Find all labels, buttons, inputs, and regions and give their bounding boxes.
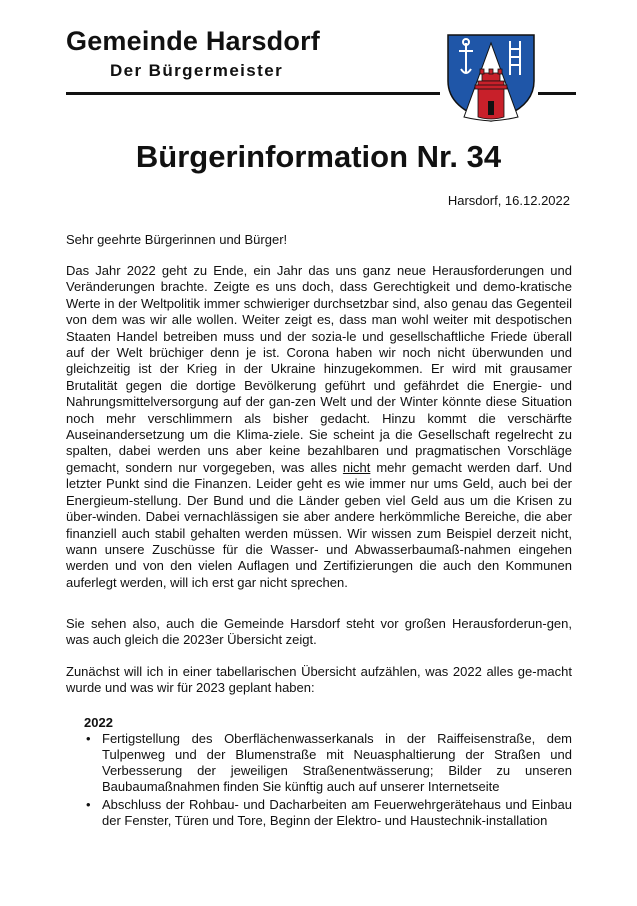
paragraph-text: mehr gemacht werden darf. Und letzter Punkt sind die Finanzen. Leider geht es wie immer nur ums Geld, auch bei der Energieum-stellung. Der Bund und die Länder geben viel Geld aus um die Krisen zu über-winden. Dabei vernachlässigen sie aber andere herkömmliche Bereiche, die aber finanziell auch stabil gehalten werden müssen. Wir wissen zum Beispiel derzeit nicht, wann unsere Zuschüsse für die Wasser- und Abwasserbaumaß-nahmen eingehen werden und von den vielen Auflagen und Zertifizierungen die auch den Kommunen auferlegt werden, will ich erst gar nicht sprechen. [66,459,572,590]
list-item [84,797,572,829]
document-title: Bürgerinformation Nr. 34 [135,139,502,174]
body-paragraph-2: Sie sehen also, auch die Gemeinde Harsdorf steht vor großen Herausforderun-gen, was auch gleich die 2023er Übersicht zeigt. [66,616,572,648]
underlined-word: nicht [342,459,371,475]
bullet-list [84,731,572,831]
paragraph-text: Das Jahr 2022 geht zu Ende, ein Jahr das uns ganz neue Herausforderungen und Veränderungen brachte. Zeigte es uns doch, dass Gerechtigkeit und demo-kratische Werte in der Weltpolitik immer schwieriger durchsetzbar sind, also genau das Gegenteil von dem was wir alle wollen. Weiter zeigt es, dass man wohl weiter mit despotischen Staaten Handel betreiben muss und der sozia-le und gesellschaftliche Friede überall auf der Welt brüchiger denn je ist. Corona haben wir noch nicht überwunden und gleichzeitig ist der Krieg in der Ukraine hinzugekommen. Er wird mit grausamer Brutalität gegen die dortige Bevölkerung geführt und gefährdet die Energie- und Nahrungsmittelversorgung auf der gan-zen Welt und der Winter könnte diese Situation noch mehr verschlimmern als bisher gedacht. Hinzu kommt die verschärfte Auseinandersetzung um die Klima-ziele. Sie scheint ja die Gesellschaft regelrecht zu spalten, dabei werden uns aber keine bezahlbaren und pragmatischen Vorschläge gemacht, sondern nur vorgegeben, was alles [66,263,572,475]
bullet-icon: • [86,731,91,746]
header-rule-right [538,92,576,95]
coat-of-arms-icon [444,33,538,123]
list-item [84,731,572,795]
salutation: Sehr geehrte Bürgerinnen und Bürger! [66,232,288,247]
municipality-name: Gemeinde Harsdorf [66,26,320,56]
bullet-icon: • [86,797,91,812]
body-paragraph-3: Zunächst will ich in einer tabellarischen Übersicht aufzählen, was 2022 alles ge-macht wurde und was wir für 2023 geplant haben: [66,664,572,696]
header-rule-left [66,92,440,95]
body-paragraph-1 [66,263,572,591]
year-heading: 2022 [84,715,113,730]
list-item-text: Abschluss der Rohbau- und Dacharbeiten am Feuerwehrgerätehaus und Einbau der Fenster, Türen und Tore, Beginn der Elektro- und Haustechnik-installation [102,797,572,828]
place-and-date: Harsdorf, 16.12.2022 [447,193,570,208]
list-item-text: Fertigstellung des Oberflächenwasserkanals in der Raiffeisenstraße, dem Tulpenweg und der Blumenstraße mit Neuasphaltierung der Straßen und Verbesserung der jeweiligen Straßenentwässerung; Bilder zu unseren Baubaumaßnahmen finden Sie künftig auch auf unserer Internetseite [102,731,572,794]
mayor-subtitle: Der Bürgermeister [110,61,284,80]
